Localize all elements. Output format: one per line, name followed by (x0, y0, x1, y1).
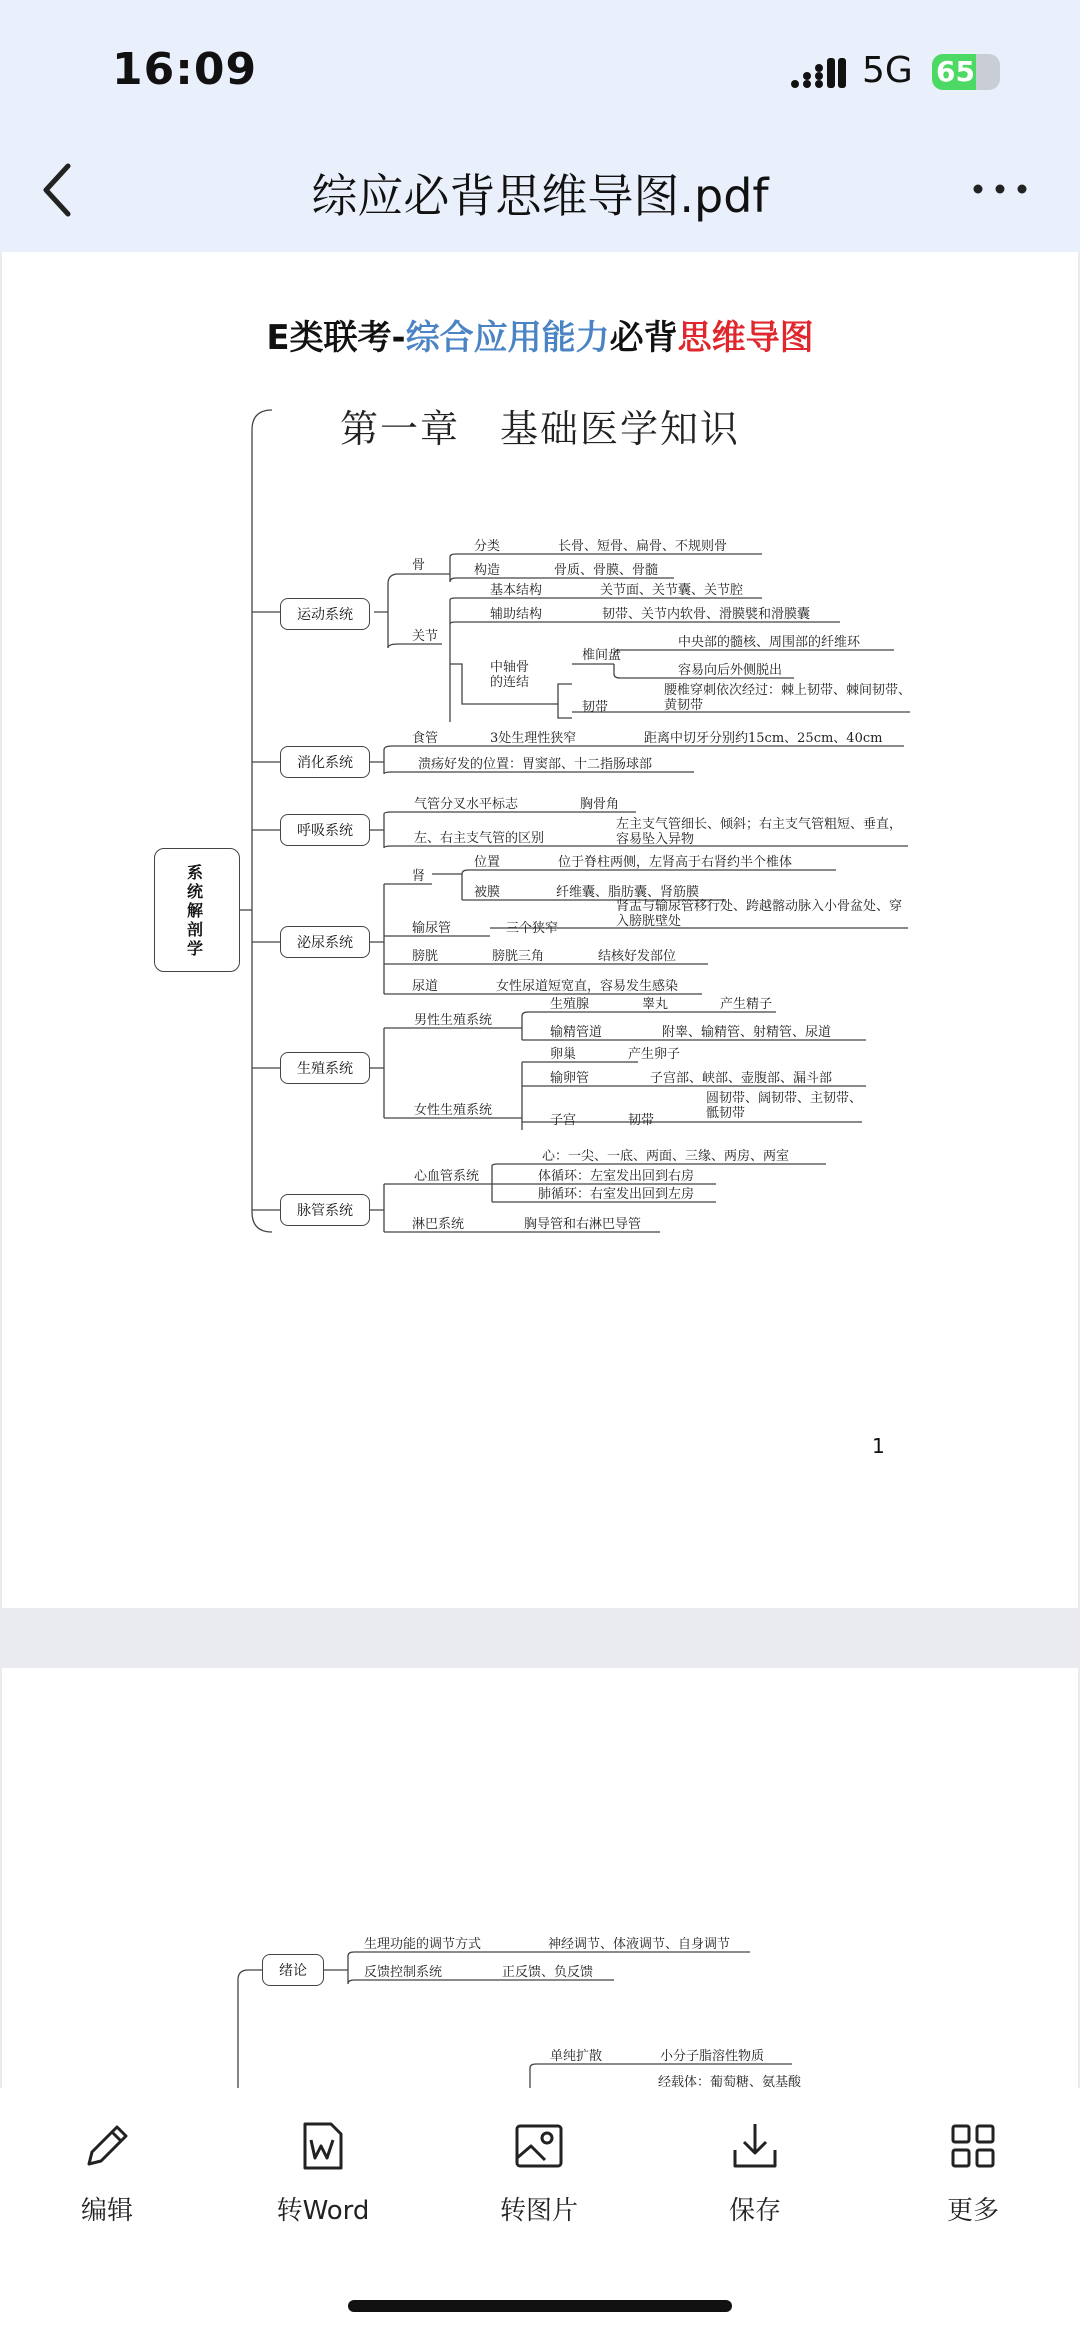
image-icon (511, 2118, 567, 2174)
node-feedback-value: 正反馈、负反馈 (502, 1965, 594, 1980)
top-bar (0, 0, 1080, 252)
node-systemic: 体循环：左室发出回到右房 (538, 1169, 695, 1184)
edit-button[interactable] (32, 2118, 182, 2228)
page-number: 1 (872, 1434, 885, 1458)
node-regulation: 生理功能的调节方式 (364, 1937, 482, 1952)
node-duct: 输精管道 (550, 1025, 603, 1040)
node-uterus-ligament: 韧带 (628, 1113, 655, 1128)
convert-word-label: 转Word (276, 2196, 370, 2226)
root-label: 系统解剖学 (187, 863, 204, 958)
node-uterus-value: 圆韧带、阔韧带、主韧带、骶韧带 (706, 1091, 863, 1121)
chapter-title: 第一章 基础医学知识 (339, 407, 740, 451)
node-ligament-value: 腰椎穿刺依次经过：棘上韧带、棘间韧带、黄韧带 (664, 683, 912, 713)
node-carrier-partial: 经载体：葡萄糖、氨基酸 (658, 2075, 802, 2088)
title-part-2: 综合应用能力 (405, 318, 610, 358)
system-respiratory: 呼吸系统 (280, 814, 370, 846)
node-trachea: 气管分叉水平标志 (414, 797, 519, 812)
node-bladder: 膀胱 (412, 949, 439, 964)
node-ovum: 产生卵子 (628, 1047, 681, 1062)
node-axial-connection: 中轴骨 的连结 (490, 660, 530, 690)
more-button[interactable] (898, 2118, 1048, 2228)
word-document-icon (295, 2118, 351, 2174)
node-diffusion: 单纯扩散 (550, 2049, 603, 2064)
system-reproductive: 生殖系统 (280, 1052, 370, 1084)
node-ureter-narrow: 三个狭窄 (506, 921, 559, 936)
node-lymph-value: 胸导管和右淋巴导管 (524, 1217, 642, 1232)
system-motion: 运动系统 (280, 598, 370, 630)
node-trachea-value: 胸骨角 (580, 797, 620, 812)
status-time: 16:09 (112, 44, 258, 95)
pdf-page-2[interactable] (2, 1668, 1078, 2088)
node-ureter-value: 肾盂与输尿管移行处、跨越髂动脉入小骨盆处、穿入膀胱壁处 (616, 899, 903, 929)
node-position: 位置 (474, 855, 501, 870)
grid-icon (945, 2118, 1001, 2174)
node-male: 男性生殖系统 (414, 1013, 493, 1028)
network-label: 5G (862, 50, 913, 91)
node-tube: 输卵管 (550, 1071, 590, 1086)
node-aux-structure-value: 韧带、关节内软骨、滑膜襞和滑膜囊 (602, 607, 811, 622)
node-bronchi-value: 左主支气管细长、倾斜；右主支气管粗短、垂直，容易坠入异物 (616, 817, 903, 847)
more-options-icon[interactable] (972, 176, 1028, 202)
home-indicator[interactable] (348, 2300, 732, 2312)
node-aux-structure: 辅助结构 (490, 607, 543, 622)
node-uterus: 子宫 (550, 1113, 577, 1128)
node-ligament: 韧带 (582, 700, 609, 715)
node-position-value: 位于脊柱两侧，左肾高于右肾约半个椎体 (558, 855, 793, 870)
system-digestive: 消化系统 (280, 746, 370, 778)
node-gonad: 生殖腺 (550, 997, 590, 1012)
node-basic-structure: 基本结构 (490, 583, 543, 598)
convert-image-label: 转图片 (499, 2196, 578, 2226)
node-heart: 心：一尖、一底、两面、三缘、两房、两室 (542, 1149, 790, 1164)
node-regulation-value: 神经调节、体液调节、自身调节 (548, 1937, 731, 1952)
node-intro: 绪论 (262, 1954, 324, 1986)
node-female: 女性生殖系统 (414, 1103, 493, 1118)
node-bone: 骨 (412, 558, 426, 573)
node-basic-structure-value: 关节面、关节囊、关节腔 (600, 583, 744, 598)
edit-label: 编辑 (80, 2196, 133, 2226)
node-joint: 关节 (412, 629, 439, 644)
node-lymph: 淋巴系统 (412, 1217, 465, 1232)
node-sperm: 产生精子 (720, 997, 773, 1012)
mindmap-root (154, 848, 240, 972)
document-title: 综应必背思维导图.pdf (311, 169, 769, 223)
node-cardio: 心血管系统 (414, 1169, 480, 1184)
pdf-page-1[interactable] (2, 252, 1078, 1608)
battery-level: 65 (936, 55, 975, 88)
node-narrow: 3处生理性狭窄 (490, 731, 577, 746)
save-label: 保存 (728, 2196, 781, 2226)
node-ovary: 卵巢 (550, 1047, 577, 1062)
node-membrane: 被膜 (474, 885, 501, 900)
node-classification: 分类 (474, 539, 501, 554)
node-trigone-value: 结核好发部位 (598, 949, 677, 964)
title-part-4: 思维导图 (677, 318, 814, 358)
node-ureter: 输尿管 (412, 921, 452, 936)
pencil-icon (79, 2118, 135, 2174)
node-urethra-value: 女性尿道短宽直，容易发生感染 (496, 979, 679, 994)
system-vascular: 脉管系统 (280, 1194, 370, 1226)
node-testis: 睾丸 (642, 997, 669, 1012)
node-structure-value: 骨质、骨膜、骨髓 (554, 563, 659, 578)
node-disc-value-2: 容易向后外侧脱出 (678, 663, 783, 678)
node-narrow-value: 距离中切牙分别约15cm、25cm、40cm (644, 731, 883, 746)
page2-connectors (2, 1668, 1078, 2088)
node-bronchi: 左、右主支气管的区别 (414, 831, 545, 846)
node-esophagus: 食管 (412, 731, 439, 746)
node-duct-value: 附睾、输精管、射精管、尿道 (662, 1025, 832, 1040)
battery-icon (932, 54, 1000, 90)
node-urethra: 尿道 (412, 979, 439, 994)
convert-word-button[interactable] (248, 2118, 398, 2228)
title-part-3: 必背 (609, 318, 678, 358)
node-ulcer: 溃疡好发的位置：胃窦部、十二指肠球部 (418, 757, 653, 772)
download-icon (727, 2118, 783, 2174)
node-classification-value: 长骨、短骨、扁骨、不规则骨 (558, 539, 728, 554)
node-tube-value: 子宫部、峡部、壶腹部、漏斗部 (650, 1071, 833, 1086)
node-membrane-value: 纤维囊、脂肪囊、肾筋膜 (556, 885, 700, 900)
node-trigone: 膀胱三角 (492, 949, 545, 964)
system-urinary: 泌尿系统 (280, 926, 370, 958)
node-diffusion-value: 小分子脂溶性物质 (660, 2049, 765, 2064)
node-disc-value-1: 中央部的髓核、周围部的纤维环 (678, 635, 861, 650)
signal-icon (790, 56, 846, 90)
save-button[interactable] (680, 2118, 830, 2228)
node-feedback: 反馈控制系统 (364, 1965, 443, 1980)
node-pulmonary: 肺循环：右室发出回到左房 (538, 1187, 695, 1202)
more-label: 更多 (946, 2196, 999, 2226)
title-part-1: E类联考- (266, 318, 406, 358)
convert-image-button[interactable] (464, 2118, 614, 2228)
node-disc: 椎间盘 (582, 648, 622, 663)
node-structure: 构造 (474, 563, 501, 578)
node-kidney: 肾 (412, 869, 426, 884)
